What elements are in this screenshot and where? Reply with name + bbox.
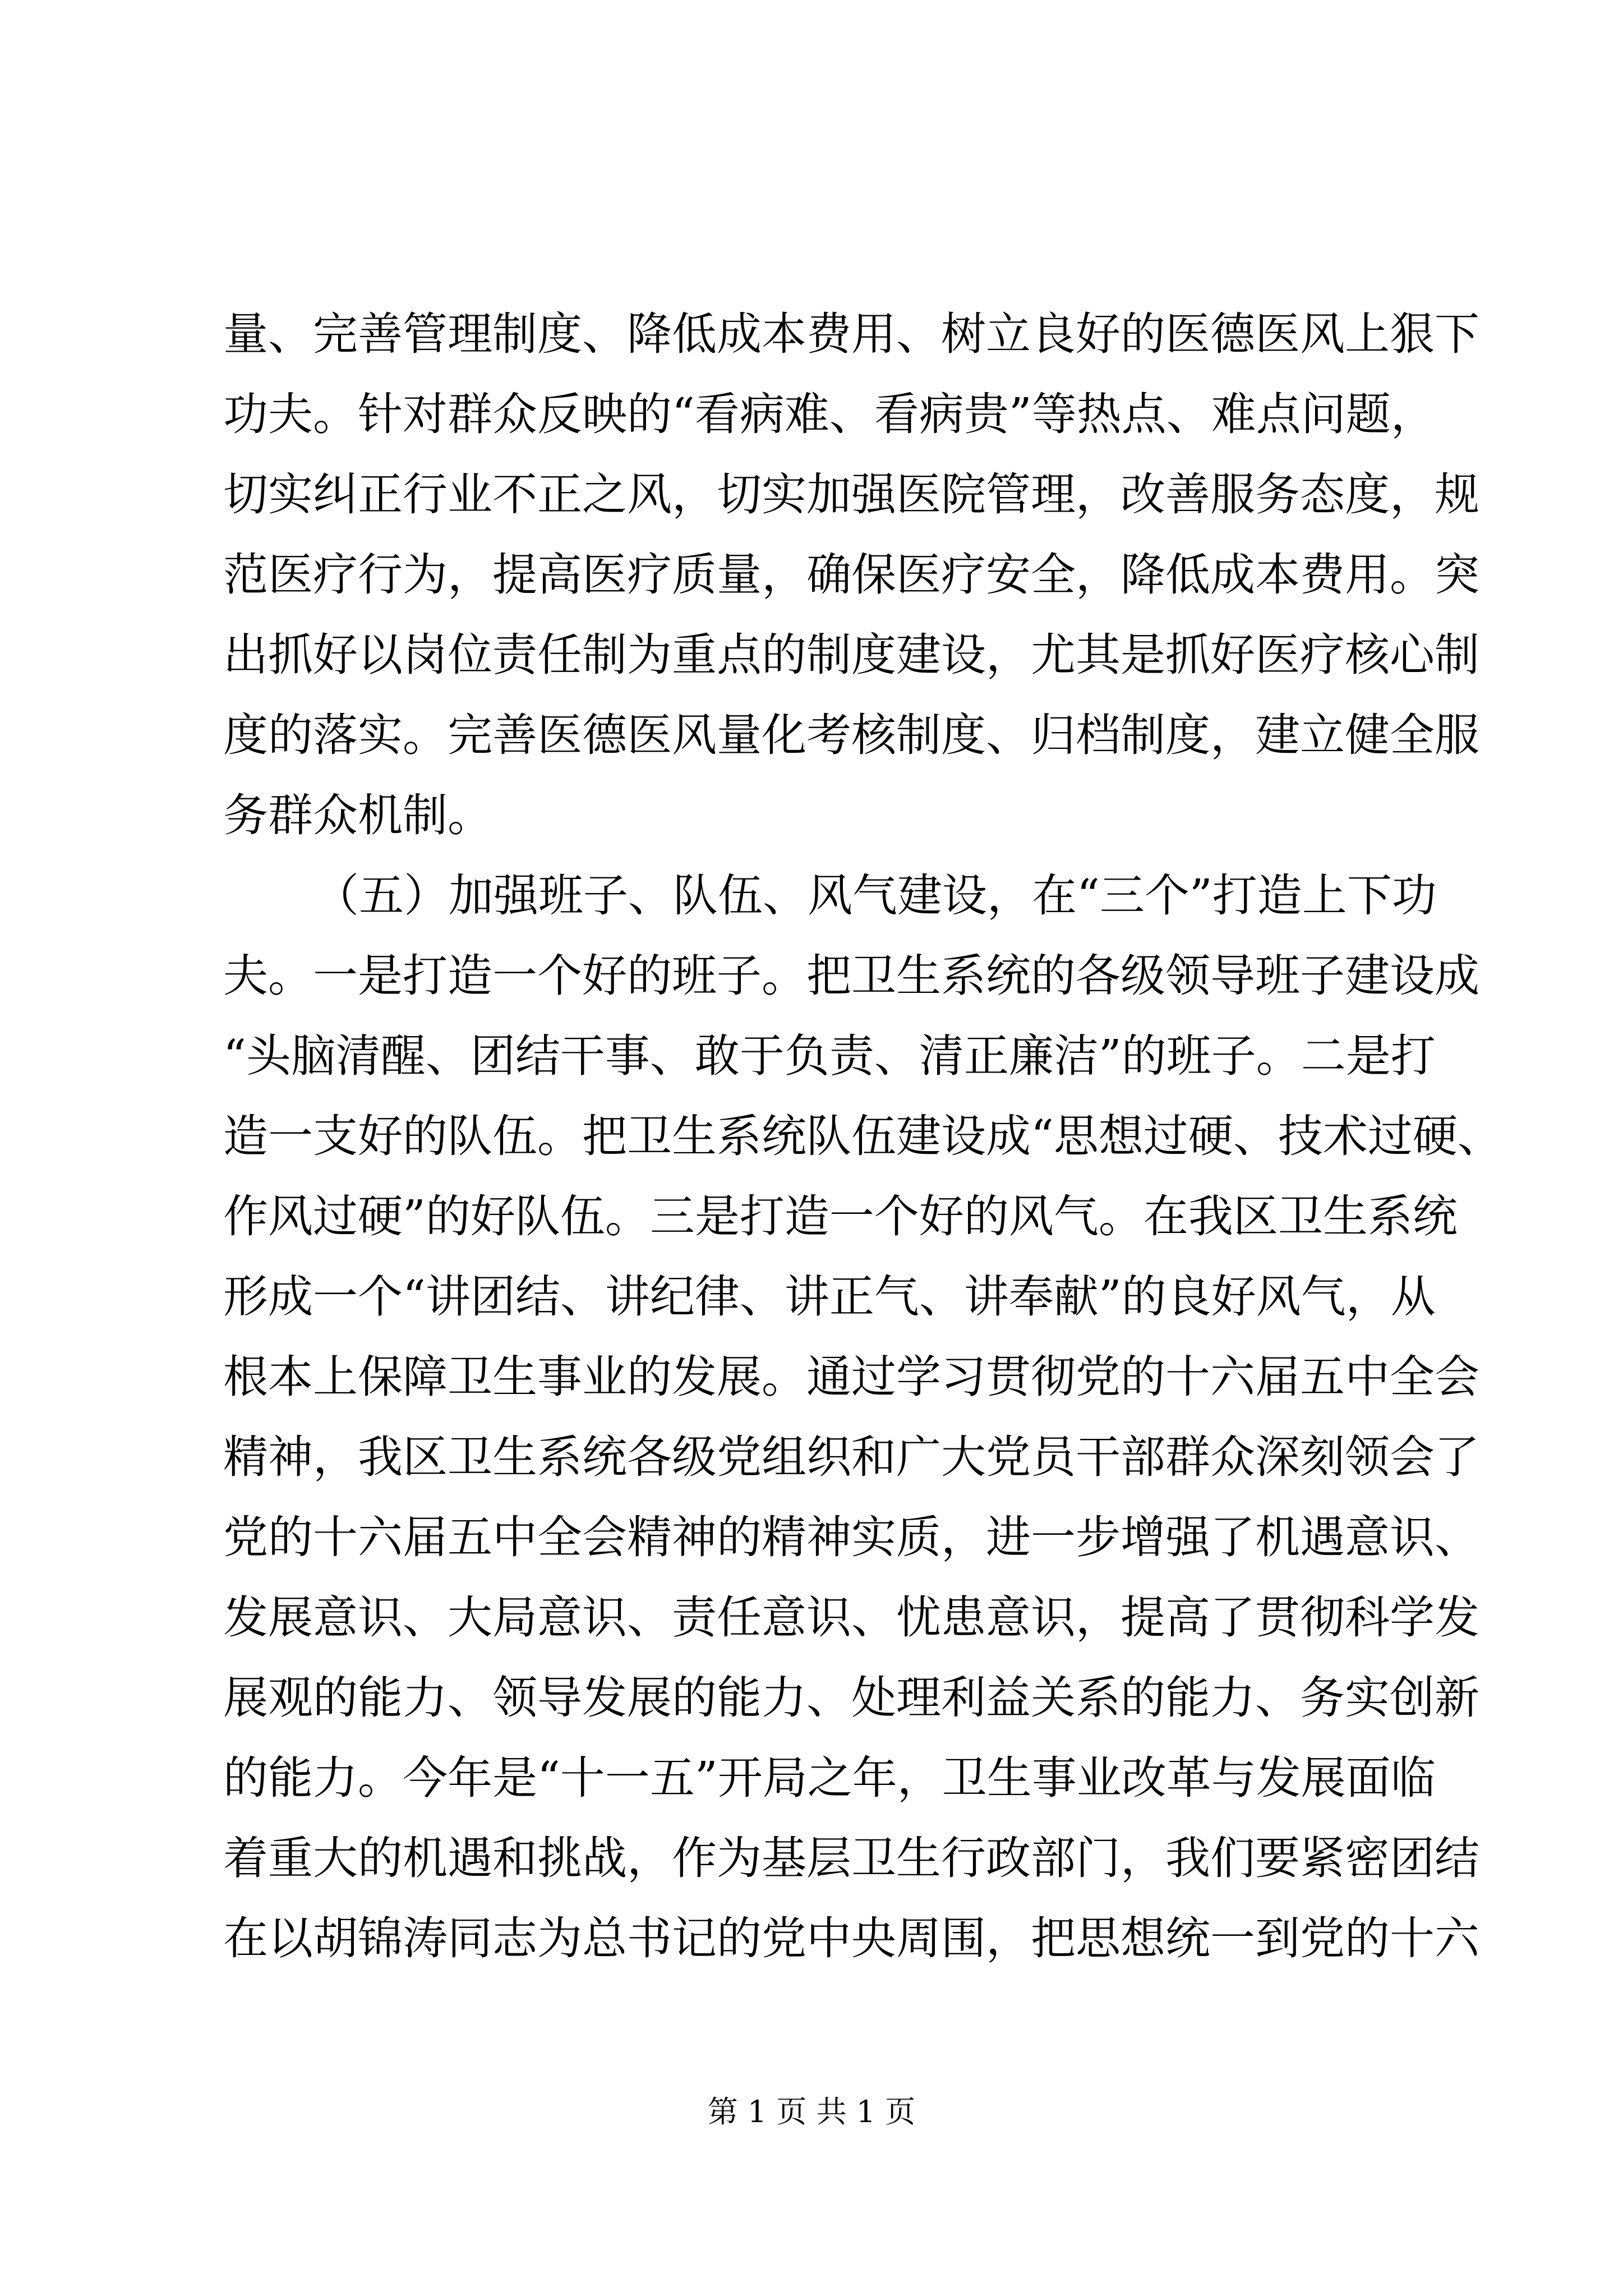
- text-line: 精神，我区卫生系统各级党组织和广大党员干部群众深刻领会了: [223, 1431, 1479, 1483]
- text-line: 量、完善管理制度、降低成本费用、树立良好的医德医风上狠下: [223, 308, 1479, 360]
- text-line: 在以胡锦涛同志为总书记的党中央周围，把思想统一到党的十六: [223, 1912, 1479, 1964]
- text-line: “头脑清醒、团结干事、敢于负责、清正廉洁”的班子。二是打: [223, 1030, 1436, 1082]
- text-line: 出抓好以岗位责任制为重点的制度建设，尤其是抓好医疗核心制: [223, 629, 1479, 681]
- text-line: 的能力。今年是“十一五”开局之年，卫生事业改革与发展面临: [223, 1752, 1436, 1804]
- text-line: 发展意识、大局意识、责任意识、忧患意识，提高了贯彻科学发: [223, 1591, 1479, 1644]
- text-line: 作风过硬”的好队伍。三是打造一个好的风气。在我区卫生系统: [223, 1190, 1458, 1243]
- text-line: 功夫。针对群众反映的“看病难、看病贵”等热点、难点问题，: [223, 388, 1436, 440]
- paragraph-start-line: （五）加强班子、队伍、风气建设，在“三个”打造上下功: [314, 869, 1437, 922]
- text-line: 造一支好的队伍。把卫生系统队伍建设成“思想过硬、技术过硬、: [223, 1110, 1502, 1162]
- text-line: 夫。一是打造一个好的班子。把卫生系统的各级领导班子建设成: [223, 950, 1479, 1002]
- text-line: 形成一个“讲团结、讲纪律、讲正气、讲奉献”的良好风气，从: [223, 1271, 1436, 1323]
- text-line: 范医疗行为，提高医疗质量，确保医疗安全，降低成本费用。突: [223, 549, 1479, 601]
- text-line: 根本上保障卫生事业的发展。通过学习贯彻党的十六届五中全会: [223, 1351, 1479, 1403]
- text-line: 着重大的机遇和挑战，作为基层卫生行政部门，我们要紧密团结: [223, 1832, 1479, 1884]
- page-number-footer: 第 1 页 共 1 页: [707, 2094, 916, 2129]
- text-line: 党的十六届五中全会精神的精神实质，进一步增强了机遇意识、: [223, 1511, 1479, 1563]
- text-line: 切实纠正行业不正之风，切实加强医院管理，改善服务态度，规: [223, 468, 1479, 521]
- text-line: 展观的能力、领导发展的能力、处理利益关系的能力、务实创新: [223, 1672, 1479, 1724]
- text-line: 度的落实。完善医德医风量化考核制度、归档制度，建立健全服: [223, 709, 1479, 761]
- text-line: 务群众机制。: [223, 789, 492, 841]
